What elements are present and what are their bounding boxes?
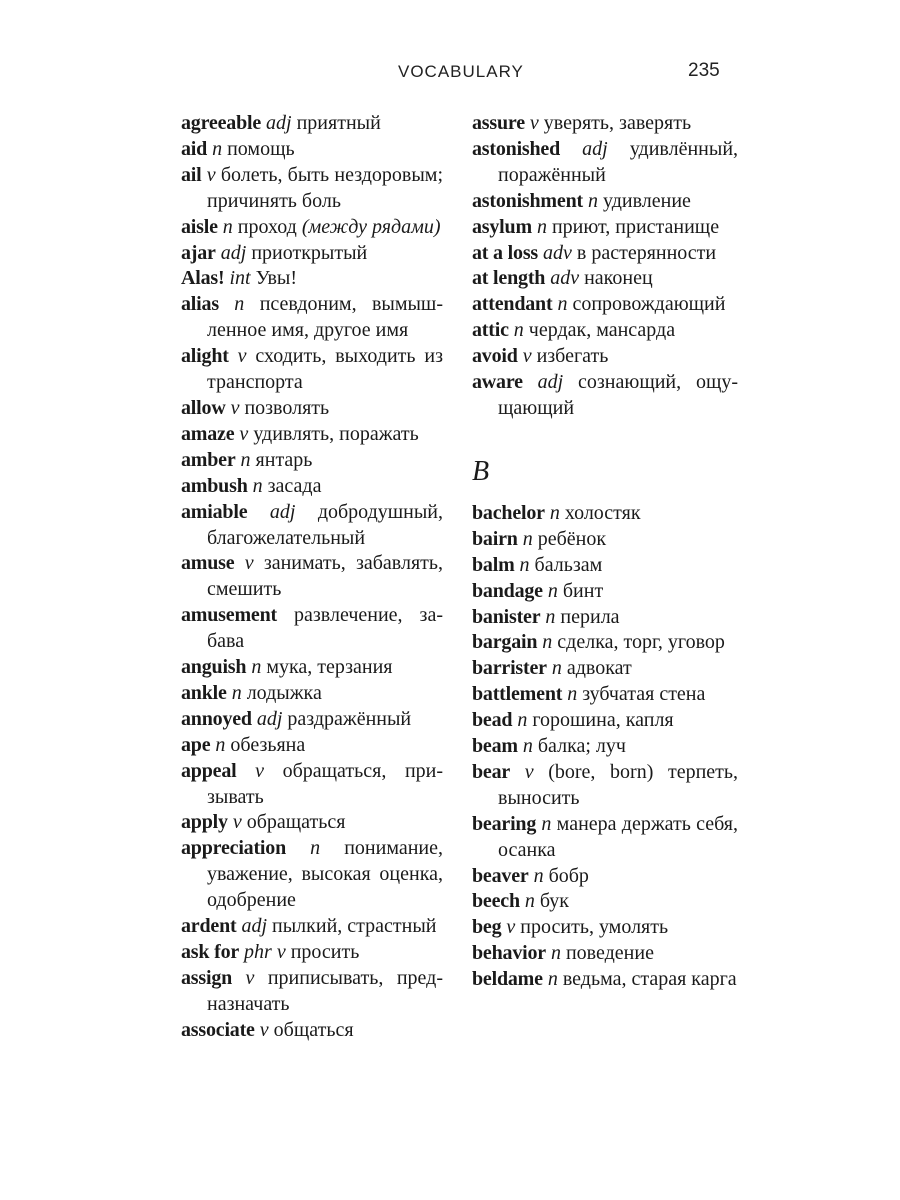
dictionary-entry bbox=[472, 579, 738, 605]
dictionary-entry bbox=[181, 551, 443, 603]
entry-headword: beaver bbox=[472, 864, 529, 887]
entry-translation: занимать, забавлять, смешить bbox=[207, 552, 444, 601]
dictionary-entry bbox=[181, 163, 443, 215]
entry-headword: ankle bbox=[181, 681, 227, 704]
entry-part-of-speech: n bbox=[542, 631, 553, 654]
entry-translation: сделка, торг, уговор bbox=[557, 631, 725, 654]
section-b bbox=[472, 501, 738, 993]
entry-headword: amiable bbox=[181, 500, 248, 523]
entry-part-of-speech: adv bbox=[550, 267, 580, 290]
entry-translation: холостяк bbox=[564, 501, 641, 524]
entry-translation: удивлённый, поражённый bbox=[498, 137, 739, 186]
entry-part-of-speech: adj bbox=[256, 707, 283, 730]
dictionary-entry bbox=[181, 474, 443, 500]
entry-part-of-speech: n bbox=[557, 293, 568, 316]
entry-part-of-speech: n bbox=[519, 553, 530, 576]
entry-part-of-speech: v bbox=[244, 552, 254, 575]
entry-translation: помощь bbox=[227, 137, 295, 160]
entry-translation: обезьяна bbox=[230, 733, 306, 756]
entry-part-of-speech: n bbox=[587, 189, 598, 212]
dictionary-entry bbox=[472, 111, 738, 137]
entry-translation: пылкий, страстный bbox=[272, 915, 437, 938]
entry-headword: bear bbox=[472, 760, 511, 783]
dictionary-entry bbox=[181, 292, 443, 344]
entry-headword: attic bbox=[472, 319, 509, 342]
dictionary-entry bbox=[472, 941, 738, 967]
dictionary-entry bbox=[472, 967, 738, 993]
dictionary-entry bbox=[181, 215, 443, 241]
entry-translation: янтарь bbox=[255, 448, 313, 471]
entry-translation: приятный bbox=[296, 112, 381, 134]
entry-translation: сходить, выходить из транспорта bbox=[207, 345, 443, 394]
entry-translation: наконец bbox=[584, 267, 653, 290]
dictionary-entry bbox=[181, 396, 443, 422]
entry-translation: удивлять, поражать bbox=[253, 422, 419, 445]
entry-translation: избегать bbox=[536, 345, 609, 368]
entry-translation: чердак, мансарда bbox=[528, 319, 676, 342]
entry-translation: псевдоним, вымышленное имя, другое имя bbox=[207, 293, 444, 342]
entry-translation: балка; луч bbox=[537, 735, 626, 758]
dictionary-entry bbox=[181, 137, 443, 163]
dictionary-entry bbox=[472, 501, 738, 527]
entry-headword: ask for bbox=[181, 941, 240, 963]
entry-part-of-speech: n bbox=[231, 681, 242, 704]
dictionary-entry bbox=[472, 215, 738, 241]
entry-part-of-speech: n bbox=[222, 215, 233, 238]
dictionary-entry bbox=[472, 889, 738, 915]
entry-part-of-speech: n bbox=[524, 890, 535, 913]
entry-translation: добродушный, благожелательный bbox=[207, 500, 444, 549]
entry-part-of-speech: n bbox=[545, 605, 556, 628]
entry-headword: alias bbox=[181, 293, 219, 316]
entry-translation: удивление bbox=[602, 189, 691, 212]
entry-note: (между рядами) bbox=[301, 215, 441, 238]
entry-part-of-speech: n bbox=[252, 474, 263, 497]
dictionary-entry bbox=[472, 137, 738, 189]
left-column bbox=[181, 111, 443, 1044]
entry-translation: сознающий, ощущающий bbox=[498, 371, 739, 419]
section-a-continued bbox=[472, 111, 738, 422]
entry-part-of-speech: n bbox=[547, 968, 558, 991]
entry-translation: (bore, born) терпеть, выносить bbox=[498, 760, 739, 809]
entry-part-of-speech: v bbox=[529, 112, 539, 134]
entry-part-of-speech: n bbox=[533, 864, 544, 887]
entry-translation: засада bbox=[267, 474, 322, 497]
entry-part-of-speech: v bbox=[522, 345, 532, 368]
entry-part-of-speech: adj bbox=[269, 500, 296, 523]
entry-headword: appeal bbox=[181, 759, 237, 782]
entry-headword: beam bbox=[472, 735, 518, 758]
entry-headword: astonishment bbox=[472, 189, 583, 212]
entry-part-of-speech: n bbox=[212, 137, 223, 160]
entry-headword: Alas! bbox=[181, 267, 225, 290]
dictionary-entry bbox=[472, 241, 738, 267]
dictionary-entry bbox=[181, 733, 443, 759]
section-letter: B bbox=[472, 455, 490, 487]
dictionary-entry bbox=[181, 810, 443, 836]
dictionary-entry bbox=[181, 681, 443, 707]
dictionary-entry bbox=[472, 760, 738, 812]
entry-part-of-speech: n bbox=[310, 837, 321, 860]
entry-headword: balm bbox=[472, 553, 515, 576]
dictionary-entry bbox=[472, 864, 738, 890]
entry-translation: манера держать себя, осанка bbox=[498, 812, 738, 861]
entry-part-of-speech: adv bbox=[542, 241, 572, 264]
dictionary-entry bbox=[181, 1018, 443, 1044]
entry-headword: aisle bbox=[181, 215, 218, 238]
dictionary-entry bbox=[181, 940, 443, 966]
entry-headword: assign bbox=[181, 966, 233, 989]
entry-translation: бинт bbox=[562, 579, 604, 602]
dictionary-entry bbox=[181, 759, 443, 811]
dictionary-entry bbox=[472, 682, 738, 708]
dictionary-entry bbox=[181, 655, 443, 681]
entry-part-of-speech: n bbox=[234, 293, 245, 316]
dictionary-entry bbox=[472, 708, 738, 734]
entry-translation: приют, пристанище bbox=[551, 215, 720, 238]
entry-part-of-speech: n bbox=[522, 527, 533, 550]
dictionary-entry bbox=[181, 344, 443, 396]
entry-translation: бук bbox=[539, 890, 570, 913]
entry-headword: ambush bbox=[181, 474, 248, 497]
entry-part-of-speech: n bbox=[550, 942, 561, 965]
entry-headword: anguish bbox=[181, 656, 247, 679]
running-title: VOCABULARY bbox=[398, 62, 524, 81]
entry-part-of-speech: adj bbox=[537, 371, 564, 394]
dictionary-entry bbox=[472, 812, 738, 864]
entry-part-of-speech: n bbox=[251, 656, 262, 679]
entry-headword: at length bbox=[472, 267, 546, 290]
entry-part-of-speech: adj bbox=[220, 241, 247, 264]
dictionary-entry bbox=[472, 344, 738, 370]
entry-headword: behavior bbox=[472, 942, 546, 965]
dictionary-entry bbox=[181, 966, 443, 1018]
entry-part-of-speech: n bbox=[215, 733, 226, 756]
entry-part-of-speech: n bbox=[240, 448, 251, 471]
entry-headword: beech bbox=[472, 890, 520, 913]
entry-part-of-speech: v bbox=[237, 345, 247, 368]
entry-translation: сопровождающий bbox=[572, 293, 726, 316]
entry-part-of-speech: n bbox=[541, 812, 552, 835]
entry-part-of-speech: v bbox=[259, 1018, 269, 1041]
dictionary-entry bbox=[181, 266, 443, 292]
entry-part-of-speech: v bbox=[255, 759, 264, 782]
entry-headword: beldame bbox=[472, 968, 543, 991]
entry-translation: зубчатая стена bbox=[582, 683, 706, 706]
entry-headword: bandage bbox=[472, 579, 543, 602]
dictionary-entry bbox=[181, 241, 443, 267]
entry-headword: avoid bbox=[472, 345, 518, 368]
entry-headword: agreeable bbox=[181, 112, 262, 134]
dictionary-entry bbox=[472, 734, 738, 760]
entry-translation: просить, умолять bbox=[520, 916, 669, 939]
dictionary-entry bbox=[472, 553, 738, 579]
entry-headword: bargain bbox=[472, 631, 538, 654]
entry-headword: appreciation bbox=[181, 837, 287, 860]
entry-headword: ardent bbox=[181, 915, 237, 938]
entry-headword: allow bbox=[181, 396, 226, 419]
entry-part-of-speech: n bbox=[536, 215, 547, 238]
entry-headword: bearing bbox=[472, 812, 537, 835]
entry-translation: позволять bbox=[244, 396, 330, 419]
entry-part-of-speech: v bbox=[230, 396, 240, 419]
entry-part-of-speech: v bbox=[239, 422, 249, 445]
entry-translation: лодыжка bbox=[246, 681, 322, 704]
entry-translation: обращаться bbox=[246, 811, 346, 834]
entry-part-of-speech: v bbox=[506, 916, 516, 939]
entry-headword: ail bbox=[181, 163, 202, 186]
dictionary-entry bbox=[472, 370, 738, 422]
dictionary-entry bbox=[472, 656, 738, 682]
entry-headword: barrister bbox=[472, 657, 547, 680]
entry-translation: адвокат bbox=[566, 657, 632, 680]
entry-headword: aid bbox=[181, 137, 208, 160]
entry-translation: ведьма, старая карга bbox=[562, 968, 737, 991]
dictionary-entry bbox=[181, 500, 443, 552]
entry-part-of-speech: adj bbox=[582, 137, 608, 160]
entry-part-of-speech: n bbox=[549, 501, 560, 524]
entry-part-of-speech: v bbox=[206, 163, 216, 186]
entry-headword: associate bbox=[181, 1018, 255, 1041]
entry-headword: attendant bbox=[472, 293, 553, 316]
dictionary-entry bbox=[472, 292, 738, 318]
entry-part-of-speech: v bbox=[245, 966, 255, 989]
entry-translation: мука, терзания bbox=[266, 656, 393, 679]
entry-headword: asylum bbox=[472, 215, 532, 238]
entry-headword: ajar bbox=[181, 241, 216, 264]
entry-headword: alight bbox=[181, 345, 229, 368]
entry-translation: просить bbox=[290, 941, 360, 963]
entry-headword: aware bbox=[472, 371, 523, 394]
entry-headword: battlement bbox=[472, 683, 563, 706]
entry-headword: at a loss bbox=[472, 241, 538, 264]
entry-translation: ребёнок bbox=[537, 527, 607, 550]
entry-part-of-speech: v bbox=[524, 760, 534, 783]
entry-part-of-speech: n bbox=[551, 657, 562, 680]
entry-translation: бобр bbox=[548, 864, 589, 887]
dictionary-entry bbox=[181, 422, 443, 448]
entry-headword: amuse bbox=[181, 552, 235, 575]
entry-translation: горошина, капля bbox=[532, 709, 674, 732]
entry-translation: болеть, быть нездоровым; причинять боль bbox=[207, 163, 444, 212]
dictionary-entry bbox=[181, 707, 443, 733]
dictionary-entry bbox=[472, 630, 738, 656]
entry-translation: перила bbox=[560, 605, 620, 628]
entry-part-of-speech: n bbox=[567, 683, 578, 706]
entry-translation: уверять, заверять bbox=[543, 112, 692, 134]
entry-headword: assure bbox=[472, 112, 525, 134]
entry-headword: bead bbox=[472, 709, 513, 732]
dictionary-entry bbox=[472, 266, 738, 292]
entry-translation: поведение bbox=[565, 942, 654, 965]
dictionary-entry bbox=[181, 111, 443, 137]
entry-part-of-speech: int bbox=[229, 267, 251, 290]
entry-headword: amber bbox=[181, 448, 236, 471]
entry-part-of-speech: phr v bbox=[244, 941, 286, 963]
dictionary-entry bbox=[472, 915, 738, 941]
entry-part-of-speech: n bbox=[517, 709, 528, 732]
entry-translation: Увы! bbox=[255, 267, 298, 290]
right-column bbox=[472, 111, 738, 993]
entry-translation: бальзам bbox=[534, 553, 603, 576]
entry-part-of-speech: adj bbox=[266, 112, 292, 134]
dictionary-entry bbox=[181, 836, 443, 914]
dictionary-entry bbox=[181, 603, 443, 655]
entry-translation: приоткрытый bbox=[251, 241, 368, 264]
entry-part-of-speech: adj bbox=[241, 915, 268, 938]
entry-part-of-speech: v bbox=[232, 811, 242, 834]
entry-headword: amusement bbox=[181, 604, 277, 627]
entry-part-of-speech: n bbox=[522, 735, 533, 758]
entry-headword: bachelor bbox=[472, 501, 545, 524]
entry-translation: приписывать, предназначать bbox=[207, 966, 443, 1015]
dictionary-entry bbox=[472, 527, 738, 553]
entry-translation: понимание, уважение, высокая оценка, одобрение bbox=[207, 837, 443, 912]
entry-headword: ape bbox=[181, 733, 211, 756]
entry-translation: общаться bbox=[273, 1018, 354, 1041]
dictionary-entry bbox=[472, 605, 738, 631]
dictionary-entry bbox=[472, 318, 738, 344]
entry-translation: раздражённый bbox=[287, 707, 412, 730]
dictionary-entry bbox=[181, 448, 443, 474]
entry-translation: в растерянности bbox=[576, 241, 717, 264]
entry-headword: annoyed bbox=[181, 707, 252, 730]
entry-headword: apply bbox=[181, 811, 228, 834]
entry-headword: beg bbox=[472, 916, 502, 939]
entry-headword: bairn bbox=[472, 527, 518, 550]
page-number: 235 bbox=[688, 60, 720, 81]
entry-headword: banister bbox=[472, 605, 541, 628]
dictionary-entry bbox=[472, 189, 738, 215]
entry-part-of-speech: n bbox=[547, 579, 558, 602]
entry-headword: amaze bbox=[181, 422, 235, 445]
dictionary-entry bbox=[181, 914, 443, 940]
entry-translation: обращаться, призывать bbox=[207, 759, 444, 808]
entry-headword: astonished bbox=[472, 137, 561, 160]
entry-part-of-speech: n bbox=[513, 319, 524, 342]
entry-translation: проход bbox=[237, 215, 297, 238]
entry-translation: развлечение, забава bbox=[207, 604, 444, 653]
